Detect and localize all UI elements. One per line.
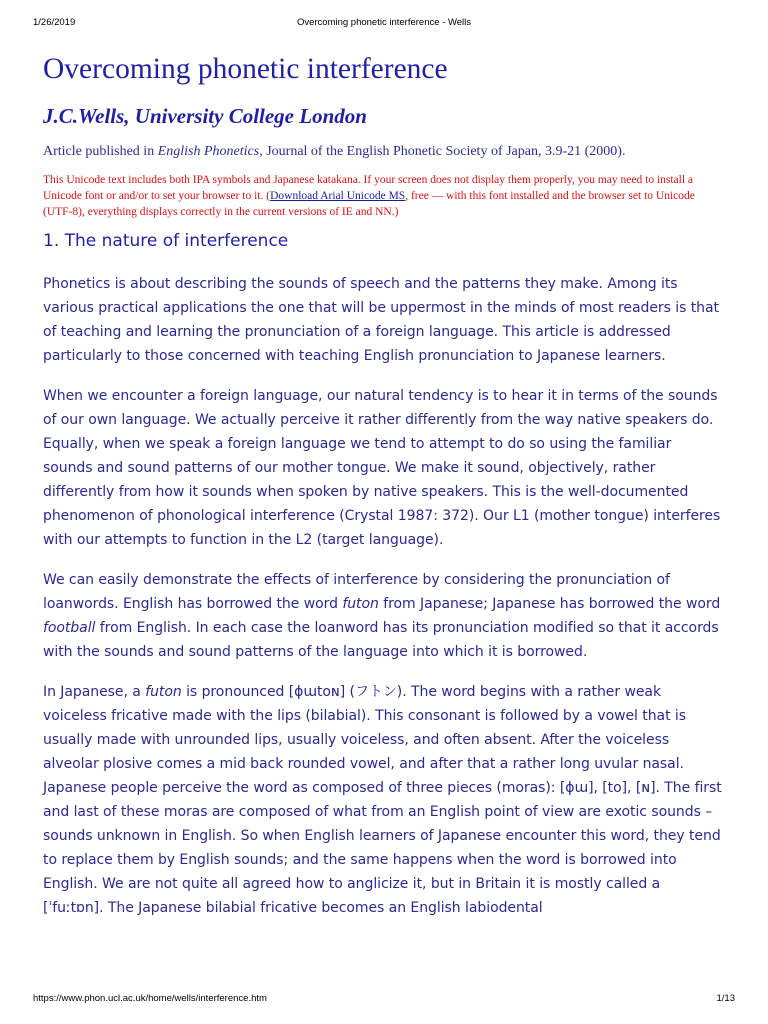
paragraph-4: [43, 680, 723, 920]
p4-text-a: In Japanese, a: [43, 684, 146, 700]
term-futon: futon: [342, 596, 379, 612]
print-url: https://www.phon.ucl.ac.uk/home/wells/interference.htm: [33, 993, 267, 1004]
article-page: [43, 52, 723, 936]
pub-prefix: Article published in: [43, 144, 158, 159]
unicode-note-text-2: , free — with this font installed and the browser set to Unicode (UTF-8), everything displays correctly in the current versions of IE and NN.): [43, 190, 695, 218]
paragraph-3: [43, 568, 723, 664]
paragraph-1: Phonetics is about describing the sounds of speech and the patterns they make. Among its various practical applications the one that will be uppermost in the minds of most readers is that of teaching and learning the pronunciation of a foreign language. This article is addressed particularly to those concerned with teaching English pronunciation to Japanese learners.: [43, 276, 719, 364]
paragraph-2: When we encounter a foreign language, our natural tendency is to hear it in terms of the sounds of our own language. We actually perceive it rather differently from the way native speakers do. Equally, when we speak a foreign language we tend to attempt to do so using the familiar sounds and sound patterns of our mother tongue. We make it sound, objectively, rather differently from how it sounds when spoken by native speakers. This is the well-documented phenomenon of phonological interference (Crystal 1987: 372). Our L1 (mother tongue) interferes with our attempts to function in the L2 (target language).: [43, 388, 721, 548]
p3-text-a: We can easily demonstrate the effects of interference by considering the pronunciation of loanwords. English has borrowed the word: [43, 572, 670, 612]
print-page-number: 1/13: [716, 993, 735, 1004]
term-futon-2: futon: [145, 684, 182, 700]
section-heading: 1. The nature of interference: [43, 231, 289, 251]
download-font-link[interactable]: Download Arial Unicode MS: [270, 190, 406, 202]
pub-journal: English Phonetics: [157, 144, 260, 159]
unicode-note-text-1: This Unicode text includes both IPA symbols and Japanese katakana. If your screen does not display them properly, you may need to install a Unicode font or and/or to set your browser to it. (: [43, 174, 694, 202]
p3-text-c: from English. In each case the loanword has its pronunciation modified so that it accords with the sounds and sound patterns of the language into which it is borrowed.: [43, 620, 719, 660]
print-footer: [33, 993, 735, 1007]
term-football: football: [43, 620, 96, 636]
p3-text-b: from Japanese; Japanese has borrowed the word: [378, 596, 721, 612]
article-title: Overcoming phonetic interference: [43, 53, 448, 85]
print-date: 1/26/2019: [33, 17, 76, 28]
article-author: J.C.Wells, University College London: [43, 104, 367, 128]
p4-text-b: is pronounced [ɸɯtoɴ] (フトン). The word begins with a rather weak voiceless fricative made with the lips (bilabial). This consonant is followed by a vowel that is usually made with unrounded lips, usually voiceless, and often absent. After the voiceless alveolar plosive comes a mid back rounded vowel, and after that a rather long uvular nasal. Japanese people perceive the word as composed of three pieces (moras): [ɸɯ], [to], [ɴ]. The first and last of these moras are composed of what from an English point of view are exotic sounds – sounds unknown in English. So when English learners of Japanese encounter this word, they tend to replace them by English sounds; and the same happens when the word is borrowed into English. We are not quite all agreed how to anglicize it, but in Britain it is mostly called a [ˈfuːtɒn]. The Japanese bilabial fricative becomes an English labiodental: [43, 684, 722, 916]
publication-info: [43, 142, 723, 162]
print-doc-title: Overcoming phonetic interference - Wells: [296, 17, 472, 28]
unicode-note: [43, 172, 723, 220]
print-header: [33, 17, 735, 31]
pub-suffix: , Journal of the English Phonetic Society of Japan, 3.9-21 (2000).: [259, 144, 626, 159]
